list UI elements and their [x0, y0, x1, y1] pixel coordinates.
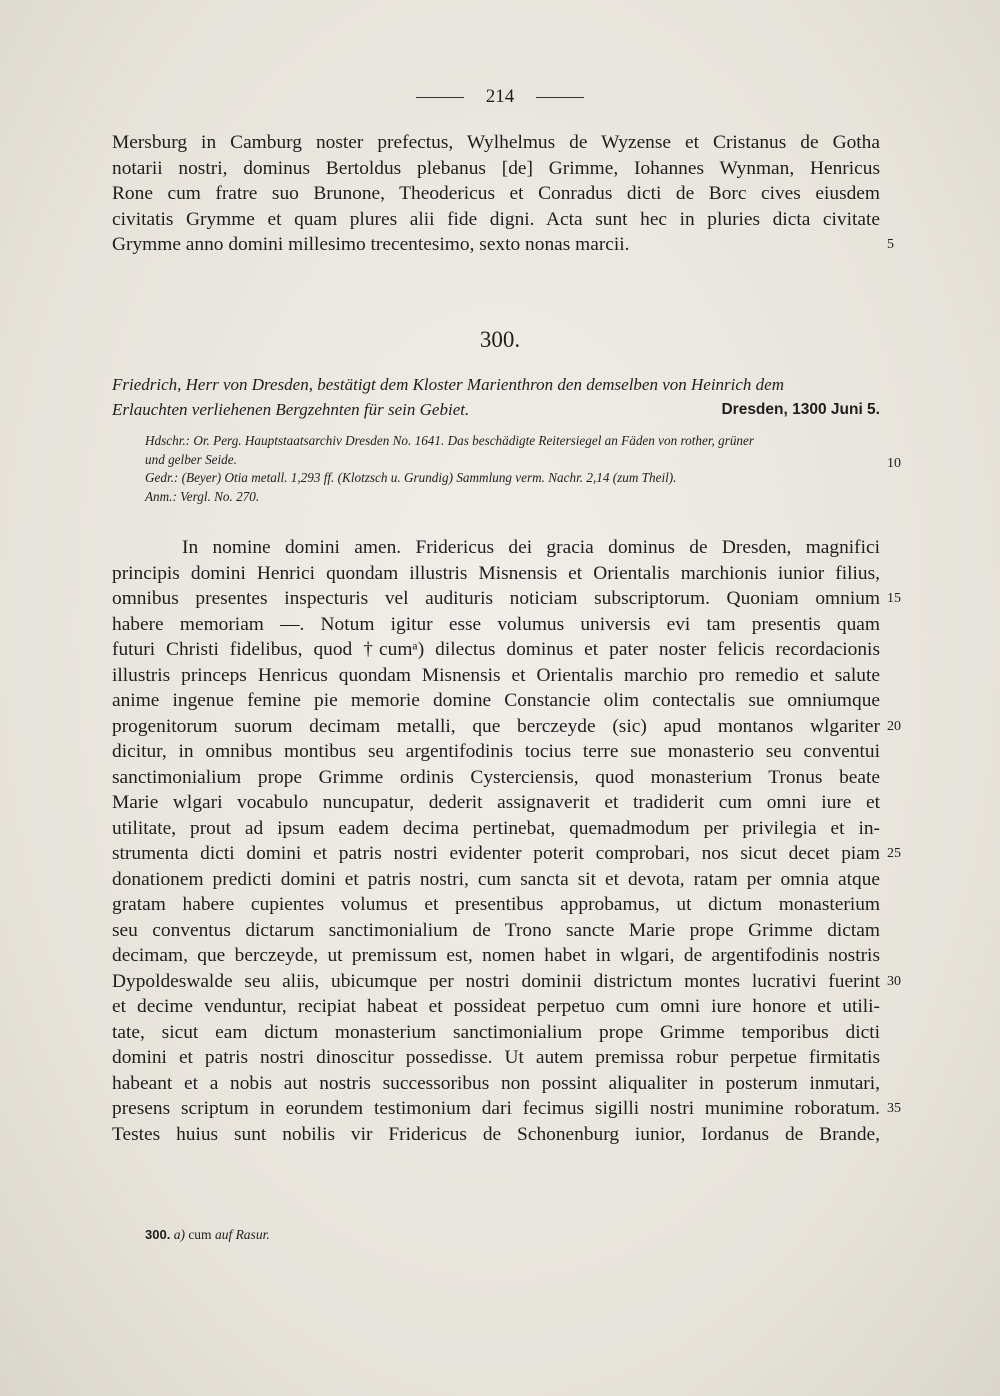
text-line: [112, 790, 880, 816]
text-line: [112, 232, 894, 258]
text-line-content: Testes huius sunt nobilis vir Fridericus de Schonenburg iunior, Iordanus de Brande,: [112, 1123, 880, 1145]
text-line-content: In nomine domini amen. Fridericus dei gracia dominus de Dresden, magnifici: [182, 537, 880, 558]
text-line-content: tate, sicut eam dictum monasterium sanctimonialium prope Grimme temporibus dicti: [112, 1021, 880, 1043]
text-line: civitatis Grymme et quam plures alii fide digni. Acta sunt hec in pluries dicta civitate: [112, 208, 880, 230]
note-text: Vergl. No. 270.: [180, 488, 260, 504]
footnote: [145, 1227, 270, 1243]
text-line: [112, 637, 880, 663]
document-number: 300.: [479, 327, 521, 352]
text-line: [112, 561, 880, 587]
text-line-content: habere memoriam —. Notum igitur esse volumus universis evi tam presentis quam: [112, 613, 880, 635]
text-line-content: Dypoldeswalde seu aliis, ubicumque per nostri dominii districtum montes lucrativi fuerint: [112, 970, 880, 992]
text-line: [112, 765, 880, 791]
text-line-content: utilitate, prout ad ipsum eadem decima pertinebat, quemadmodum per privilegia et in-: [112, 817, 880, 839]
text-line: [112, 918, 880, 944]
note-text: und gelber Seide.: [145, 451, 237, 467]
text-line: [112, 943, 880, 969]
regest-line-text: Erlauchten verliehenen Bergzehnten für sein Gebiet.: [112, 400, 470, 419]
text-line: [112, 969, 901, 995]
text-line: Rone cum fratre suo Brunone, Theodericus et Conradus dicti de Borc cives eiusdem: [112, 183, 880, 204]
note-anm: [145, 488, 880, 507]
text-line: [112, 867, 880, 893]
text-line-content: Grymme anno domini millesimo trecentesimo, sexto nonas marcii.: [112, 234, 630, 255]
note-label: Hdschr.:: [145, 433, 191, 448]
text-line: notarii nostri, dominus Bertoldus plebanus [de] Grimme, Iohannes Wynman, Henricus: [112, 157, 880, 179]
line-number: 25: [887, 846, 901, 861]
header-rule-right: [536, 97, 584, 98]
text-line: [112, 1071, 880, 1097]
text-line-content: Marie wlgari vocabulo nuncupatur, dederit assignaverit et tradiderit cum omni iure et: [112, 792, 880, 813]
note-hdschr: [145, 432, 880, 451]
text-line-content: seu conventus dictarum sanctimonialium de Trono sancte Marie prope Grimme dictam: [112, 919, 880, 941]
text-line-content: anime ingenue femine pie memorie domine Constancie olim contectalis sue omniumque: [112, 690, 880, 711]
text-line: [112, 688, 880, 714]
note-text: (Beyer) Otia metall. 1,293 ff. (Klotzsch u. Grundig) Sammlung verm. Nachr. 2,14 (zum Theil).: [181, 470, 677, 485]
text-line: [112, 714, 901, 740]
line-number: 30: [887, 973, 901, 989]
text-line: [112, 841, 901, 867]
text-line: [112, 586, 901, 612]
footnote-marker: a): [173, 1227, 185, 1242]
text-line-content: et decime venduntur, recipiat habeat et possideat perpetuo cum omni iure honore et utili-: [112, 996, 880, 1017]
text-line: [112, 892, 880, 918]
line-number: 10: [887, 455, 901, 471]
text-line: [112, 535, 880, 561]
line-number: 5: [887, 237, 894, 252]
footnote-italic: auf Rasur.: [214, 1227, 270, 1242]
text-line: [112, 739, 880, 765]
line-number: 15: [887, 591, 901, 606]
note-hdschr-cont: [145, 451, 901, 471]
place-date: Dresden, 1300 Juni 5.: [721, 401, 880, 418]
text-line-content: dicitur, in omnibus montibus seu argentifodinis tocius terre sue monasterio seu conventui: [112, 741, 880, 762]
text-line-content: sanctimonialium prope Grimme ordinis Cysterciensis, quod monasterium Tronus beate: [112, 766, 880, 788]
regest-line-2: [112, 397, 880, 422]
text-line-content: strumenta dicti domini et patris nostri evidenter poterit comprobari, nos sicut decet piam: [112, 843, 880, 864]
text-line-content: decimam, que berczeyde, ut premissum est, nomen habet in wlgari, de argentifodinis nostris: [112, 945, 880, 966]
line-number: 35: [887, 1101, 901, 1116]
text-line: [112, 816, 880, 842]
note-label: Gedr.:: [145, 470, 179, 485]
regest: [112, 372, 880, 422]
text-line-content: futuri Christi fidelibus, quod †cumᵃ) dilectus dominus et pater noster felicis recordacionis: [112, 639, 880, 660]
text-line: [112, 663, 880, 689]
note-label: Anm.:: [145, 488, 177, 504]
page-header: [0, 86, 1000, 108]
text-line-content: illustris princeps Henricus quondam Misnensis et Orientalis marchio pro remedio et salute: [112, 664, 880, 686]
text-line-content: habeant et a nobis aut nostris successoribus non possint aliqualiter in posterum inmutari,: [112, 1072, 880, 1094]
text-line-content: presens scriptum in eorundem testimonium dari fecimus sigilli nostri munimine roboratum.: [112, 1098, 880, 1119]
text-line-content: progenitorum suorum decimam metalli, que berczeyde (sic) apud montanos wlgariter: [112, 715, 880, 737]
text-line: [112, 1096, 901, 1122]
text-line-content: principis domini Henrici quondam illustris Misnensis et Orientalis marchionis iunior filius,: [112, 562, 880, 584]
text-line: [112, 1045, 880, 1071]
footnote-number: 300.: [145, 1227, 171, 1242]
page-number: 214: [485, 86, 515, 107]
text-line: [112, 1020, 880, 1046]
text-line: Mersburg in Camburg noster prefectus, Wylhelmus de Wyzense et Cristanus de Gotha: [112, 132, 880, 153]
source-notes: [145, 432, 901, 506]
note-text: Or. Perg. Hauptstaatsarchiv Dresden No. 1641. Das beschädigte Reitersiegel an Fäden von rother, grüner: [193, 433, 754, 448]
continuation-paragraph: [112, 130, 894, 258]
footnote-text: cum: [188, 1227, 212, 1242]
text-line: [112, 1122, 880, 1148]
text-line-content: omnibus presentes inspecturis vel audituris noticiam subscriptorum. Quoniam omnium: [112, 588, 880, 609]
text-line: [112, 612, 880, 638]
text-line-content: donationem predicti domini et patris nostri, cum sancta sit et devota, ratam per omnia atque: [112, 868, 880, 890]
text-line-content: gratam habere cupientes volumus et presentibus approbamus, ut dictum monasterium: [112, 894, 880, 915]
text-line: [112, 994, 880, 1020]
document-body: [112, 535, 901, 1147]
note-gedr: [145, 469, 880, 488]
line-number: 20: [887, 718, 901, 734]
header-rule-left: [416, 97, 464, 98]
text-line-content: domini et patris nostri dinoscitur possedisse. Ut autem premissa robur perpetue firmitatis: [112, 1047, 880, 1068]
regest-line: Friedrich, Herr von Dresden, bestätigt dem Kloster Marienthron den demselben von Heinrich dem: [112, 375, 785, 394]
